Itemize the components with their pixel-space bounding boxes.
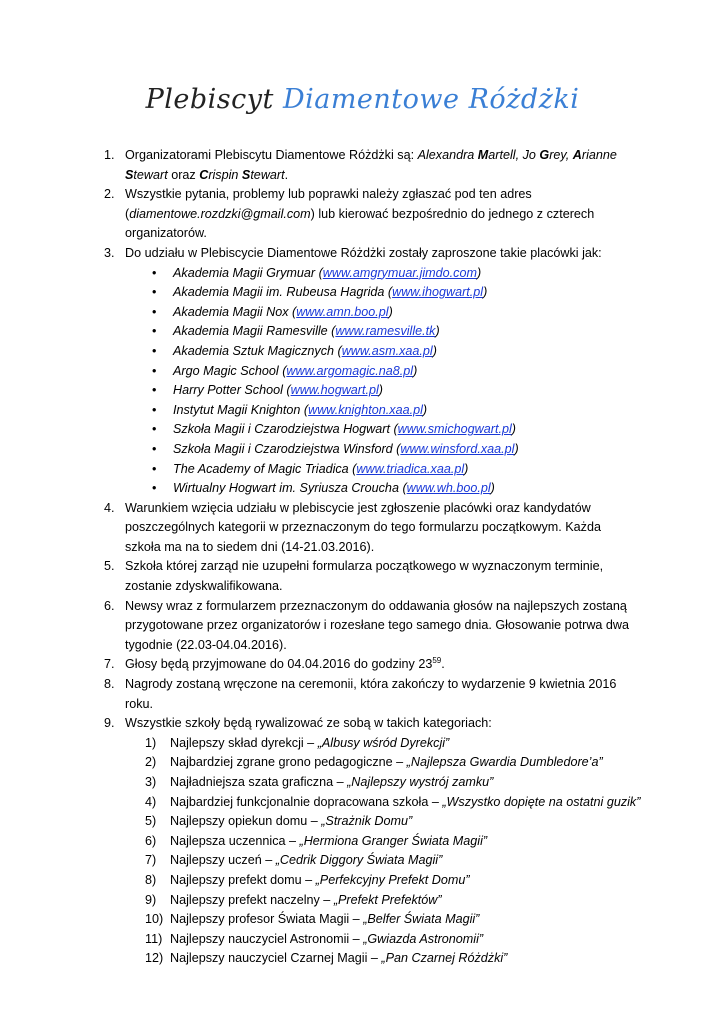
page-title xyxy=(0,84,725,115)
rule-9 xyxy=(0,714,725,734)
categories-list xyxy=(0,734,725,969)
rule-number: 9. xyxy=(104,716,115,731)
rule-1: 1. Organizatorami Plebiscytu Diamentowe Różdżki są: Alexandra Martell, Jo Grey, Arianne Stewart oraz Crispin Stewart. xyxy=(104,148,617,182)
school-item: • Akademia Magii Grymuar (www.amgrymuar.jimdo.com) xyxy=(0,264,725,284)
category-item: 5) Najlepszy opiekun domu – „Strażnik Domu” xyxy=(145,814,413,829)
school-link[interactable]: www.argomagic.na8.pl xyxy=(286,363,414,378)
rule-text: Wszystkie pytania, problemy lub poprawki należy zgłaszać pod ten adres ( xyxy=(125,187,532,221)
school-item: • Argo Magic School (www.argomagic.na8.pl) xyxy=(0,362,725,382)
school-link[interactable]: www.amgrymuar.jimdo.com xyxy=(322,265,477,280)
school-link[interactable]: www.wh.boo.pl xyxy=(406,481,491,496)
rule-7: 7. Głosy będą przyjmowane do 04.04.2016 do godziny $23^{59}$. xyxy=(0,655,725,675)
rule-number: 7. xyxy=(104,657,115,672)
category-item: 11) Najlepszy nauczyciel Astronomii – „Gwiazda Astronomii” xyxy=(145,931,484,946)
organizer-name: Alexandra Martell, Jo Grey, Arianne Stewart xyxy=(125,148,617,182)
school-link[interactable]: www.winsford.xaa.pl xyxy=(400,441,515,456)
category-item: 1) Najlepszy skład dyrekcji – „Albusy wśród Dyrekcji” xyxy=(145,735,450,750)
rule-text: Nagrody zostaną wręczone na ceremonii, która zakończy to wydarzenie 9 kwietnia 2016 roku. xyxy=(125,677,617,711)
rule-number: 6. xyxy=(104,598,115,613)
category-item: 4) Najbardziej funkcjonalnie dopracowana szkoła – „Wszystko dopięte na ostatni guzik” xyxy=(145,794,641,809)
schools-list xyxy=(0,264,725,499)
rule-6 xyxy=(0,597,725,656)
school-link[interactable]: www.triadica.xaa.pl xyxy=(356,461,465,476)
rule-3 xyxy=(0,244,725,264)
school-link[interactable]: www.smichogwart.pl xyxy=(397,422,512,437)
rule-text: Do udziału w Plebiscycie Diamentowe Różdżki zostały zaproszone takie placówki jak: xyxy=(125,245,602,260)
school-item: • Szkoła Magii i Czarodziejstwa Winsford (www.winsford.xaa.pl) xyxy=(0,440,725,460)
school-item: • Akademia Magii Ramesville (www.ramesville.tk) xyxy=(0,322,725,342)
category-item: 8) Najlepszy prefekt domu – „Perfekcyjny Prefekt Domu” xyxy=(145,872,470,887)
title-plebiscyt: Plebiscyt xyxy=(145,84,283,115)
rule-number: 2. xyxy=(104,187,115,202)
school-link[interactable]: www.hogwart.pl xyxy=(290,383,379,398)
rule-text: ) lub kierować bezpośrednio do jednego z czterech organizatorów. xyxy=(125,206,595,241)
rule-4 xyxy=(0,499,725,558)
school-item: • Szkoła Magii i Czarodziejstwa Hogwart (www.smichogwart.pl) xyxy=(0,420,725,440)
time-superscript: 59 xyxy=(432,656,442,666)
rule-number: 4. xyxy=(104,500,115,515)
rule-number: 3. xyxy=(104,245,115,260)
rule-number: 5. xyxy=(104,559,115,574)
school-item: • Harry Potter School (www.hogwart.pl) xyxy=(0,381,725,401)
rule-2 xyxy=(0,185,725,244)
school-link[interactable]: www.amn.boo.pl xyxy=(296,304,389,319)
category-item: 12) Najlepszy nauczyciel Czarnej Magii – „Pan Czarnej Różdżki” xyxy=(145,951,508,966)
school-link[interactable]: www.ihogwart.pl xyxy=(392,285,484,300)
contact-email: diamentowe.rozdzki@gmail.com xyxy=(129,206,311,221)
rule-number: 8. xyxy=(104,677,115,692)
title-diamentowe-rozdzki: Diamentowe Różdżki xyxy=(282,84,580,115)
school-item: • Instytut Magii Knighton (www.knighton.xaa.pl) xyxy=(0,401,725,421)
category-item: 10) Najlepszy profesor Świata Magii – „Belfer Świata Magii” xyxy=(145,912,480,927)
rule-text: Wszystkie szkoły będą rywalizować ze sobą w takich kategoriach: xyxy=(125,716,492,731)
school-item: • Akademia Magii Nox (www.amn.boo.pl) xyxy=(0,303,725,323)
rule-number: 1. xyxy=(104,148,115,162)
rule-text: Warunkiem wzięcia udziału w plebiscycie jest zgłoszenie placówki oraz kandydatów poszczególnych kategorii w przeznaczonym do tego formularzu początkowym. Każda szkoła ma na to siedem dni (14-21.03.2016). xyxy=(125,500,601,554)
school-item: • The Academy of Magic Triadica (www.triadica.xaa.pl) xyxy=(0,460,725,480)
rule-text: Newsy wraz z formularzem przeznaczonym do oddawania głosów na najlepszych zostaną przygotowane przez organizatorów i rozesłane tego samego dnia. Głosowanie potrwa dwa tygodnie (22.03-04.04.2016). xyxy=(125,598,630,652)
organizer-name: Crispin Stewart xyxy=(199,167,285,182)
rules-document xyxy=(0,146,725,969)
category-item: 7) Najlepszy uczeń – „Cedrik Diggory Świata Magii” xyxy=(145,853,443,868)
rule-text: Głosy będą przyjmowane do 04.04.2016 do godziny 23 xyxy=(125,657,433,672)
category-item: 6) Najlepsza uczennica – „Hermiona Granger Świata Magii” xyxy=(145,833,488,848)
school-item: • Akademia Magii im. Rubeusa Hagrida (www.ihogwart.pl) xyxy=(0,283,725,303)
school-link[interactable]: www.knighton.xaa.pl xyxy=(308,402,423,417)
rule-text: Organizatorami Plebiscytu Diamentowe Różdżki są: xyxy=(125,148,418,162)
category-item: 9) Najlepszy prefekt naczelny – „Prefekt Prefektów” xyxy=(145,892,442,907)
rule-5 xyxy=(0,557,725,596)
school-link[interactable]: www.asm.xaa.pl xyxy=(341,343,433,358)
school-link[interactable]: www.ramesville.tk xyxy=(335,324,436,339)
rule-text: Szkoła której zarząd nie uzupełni formularza początkowego w wyznaczonym terminie, zostanie zdyskwalifikowana. xyxy=(125,559,604,594)
school-item: • Wirtualny Hogwart im. Syriusza Croucha (www.wh.boo.pl) xyxy=(0,479,725,499)
category-item: 2) Najbardziej zgrane grono pedagogiczne – „Najlepsza Gwardia Dumbledore’a” xyxy=(145,755,603,770)
category-item: 3) Najładniejsza szata graficzna – „Najlepszy wystrój zamku” xyxy=(145,775,494,789)
rule-8 xyxy=(0,675,725,714)
school-item: • Akademia Sztuk Magicznych (www.asm.xaa.pl) xyxy=(0,342,725,362)
